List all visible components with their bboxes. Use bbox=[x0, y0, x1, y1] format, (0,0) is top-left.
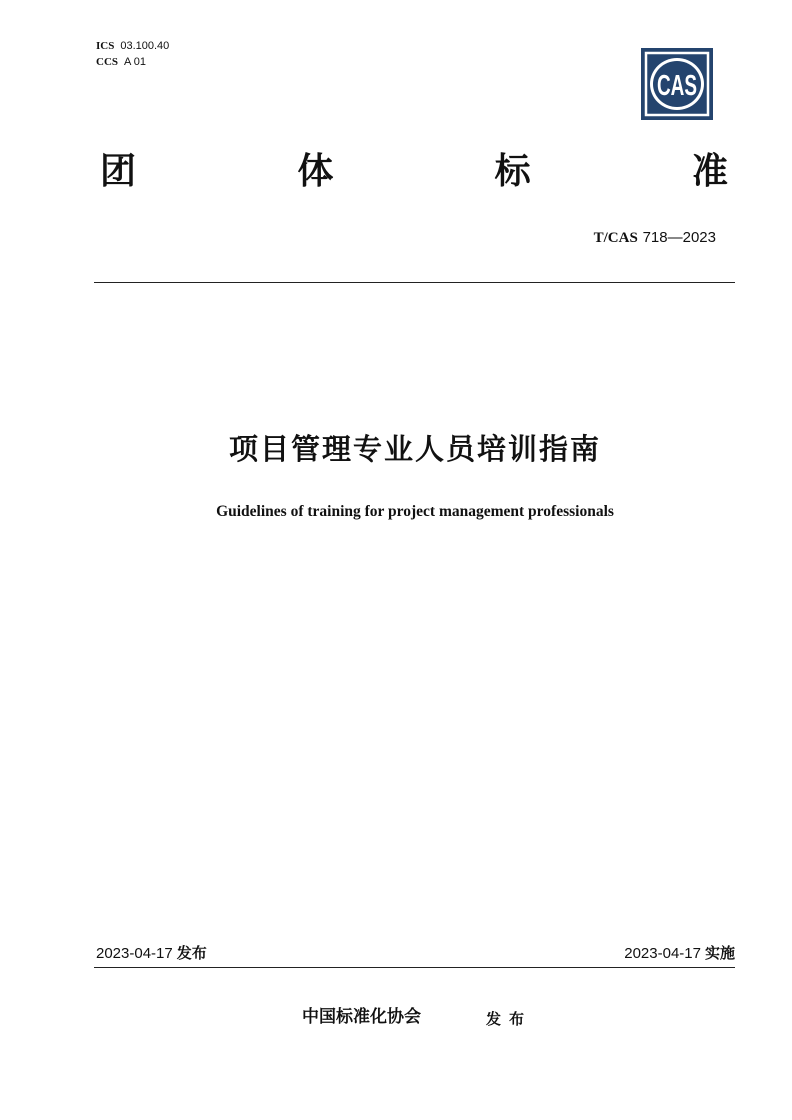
release-date bbox=[96, 943, 207, 964]
ics-code: 03.100.40 bbox=[120, 40, 170, 52]
title-chinese: 项目管理专业人员培训指南 bbox=[228, 432, 601, 466]
implementation-date-label: 实施 bbox=[704, 944, 735, 962]
classification-codes bbox=[96, 38, 169, 70]
standard-number-value: 718—2023 bbox=[642, 229, 716, 246]
standard-type-char: 标 bbox=[494, 151, 531, 192]
title-english: Guidelines of training for project management professionals bbox=[216, 503, 614, 520]
standard-type bbox=[100, 148, 728, 196]
publisher-name: 中国标准化协会 bbox=[302, 1007, 421, 1027]
ccs-label: CCS bbox=[96, 56, 119, 68]
ics-line bbox=[96, 38, 169, 54]
bottom-divider bbox=[94, 967, 735, 968]
standard-type-char: 准 bbox=[691, 151, 728, 192]
top-divider bbox=[94, 282, 735, 283]
standard-number-prefix: T/CAS bbox=[593, 230, 638, 246]
implementation-date-value: 2023-04-17 bbox=[624, 945, 701, 962]
publish-verb: 发布 bbox=[486, 1010, 533, 1028]
standard-type-char: 体 bbox=[297, 151, 334, 192]
cas-logo-text: CAS bbox=[657, 70, 697, 102]
standard-type-char: 团 bbox=[100, 151, 137, 192]
implementation-date bbox=[624, 943, 735, 964]
ccs-code: A 01 bbox=[124, 56, 147, 68]
release-date-label: 发布 bbox=[176, 944, 207, 962]
standard-number bbox=[594, 227, 716, 248]
ccs-line bbox=[96, 54, 169, 70]
cas-logo bbox=[641, 48, 713, 120]
release-date-value: 2023-04-17 bbox=[96, 945, 173, 962]
ics-label: ICS bbox=[96, 40, 115, 52]
